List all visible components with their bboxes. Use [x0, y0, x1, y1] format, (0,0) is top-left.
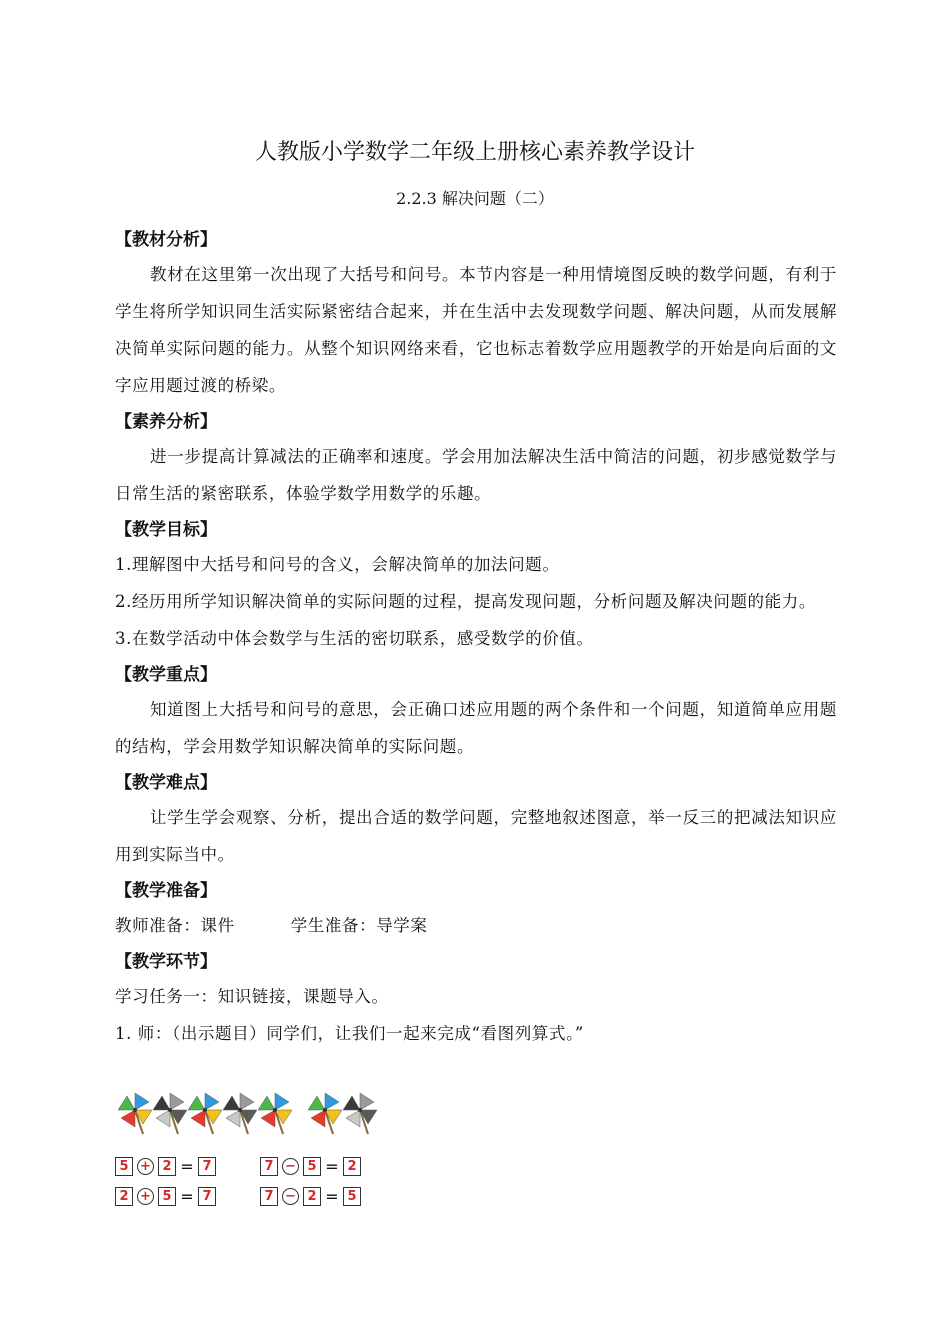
plus-circle-icon: + — [137, 1188, 154, 1205]
prep-student: 学生准备：导学案 — [290, 916, 428, 935]
task-line: 学习任务一：知识链接，课题导入。 — [115, 987, 389, 1006]
prep-teacher: 教师准备：课件 — [115, 916, 235, 935]
equation-row — [115, 1155, 361, 1177]
number-box: 2 — [343, 1157, 361, 1176]
analysis-heading: 【教材分析】 — [115, 230, 217, 250]
number-box: 2 — [115, 1187, 133, 1206]
number-box: 7 — [198, 1157, 216, 1176]
pinwheel-icon — [338, 1090, 382, 1136]
number-box: 2 — [303, 1187, 321, 1206]
analysis-text: 教材在这里第一次出现了大括号和问号。本节内容是一种用情境图反映的数学问题，有利于学生将所学知识同生活实际紧密结合起来，并在生活中去发现数学问题、解决问题，从而发展解决简单实际问题的能力。从整个知识网络来看，它也标志着数学应用题教学的开始是向后面的文字应用题过渡的桥梁。 — [115, 265, 837, 395]
equals-sign: = — [325, 1186, 339, 1206]
difficult-heading: 【教学难点】 — [115, 773, 217, 793]
step-line: 1. 师：（出示题目）同学们，让我们一起来完成“看图列算式。” — [115, 1024, 584, 1043]
number-box: 7 — [260, 1157, 278, 1176]
pinwheel-illustration — [113, 1090, 383, 1136]
pinwheel-icon — [253, 1090, 297, 1136]
process-heading: 【教学环节】 — [115, 952, 217, 972]
number-box: 5 — [158, 1187, 176, 1206]
equation-row — [115, 1185, 361, 1207]
page-subtitle: 2.2.3 解决问题（二） — [396, 189, 554, 208]
literacy-heading: 【素养分析】 — [115, 412, 217, 432]
plus-circle-icon: + — [137, 1158, 154, 1175]
page-title: 人教版小学数学二年级上册核心素养教学设计 — [254, 140, 695, 165]
difficult-text: 让学生学会观察、分析，提出合适的数学问题，完整地叙述图意，举一反三的把减法知识应用到实际当中。 — [115, 808, 837, 864]
key-heading: 【教学重点】 — [115, 665, 217, 685]
minus-circle-icon: − — [282, 1188, 299, 1205]
equals-sign: = — [325, 1156, 339, 1176]
equals-sign: = — [180, 1186, 194, 1206]
key-text: 知道图上大括号和问号的意思，会正确口述应用题的两个条件和一个问题，知道简单应用题的结构，学会用数学知识解决简单的实际问题。 — [115, 700, 837, 756]
equals-sign: = — [180, 1156, 194, 1176]
goal-item: 1.理解图中大括号和问号的含义，会解决简单的加法问题。 — [115, 555, 560, 574]
goal-item: 2.经历用所学知识解决简单的实际问题的过程，提高发现问题，分析问题及解决问题的能力。 — [115, 592, 816, 611]
number-box: 7 — [198, 1187, 216, 1206]
number-box: 5 — [115, 1157, 133, 1176]
goals-heading: 【教学目标】 — [115, 520, 217, 540]
literacy-text: 进一步提高计算减法的正确率和速度。学会用加法解决生活中简洁的问题，初步感觉数学与日常生活的紧密联系，体验学数学用数学的乐趣。 — [115, 447, 837, 503]
prep-heading: 【教学准备】 — [115, 881, 217, 901]
number-box: 5 — [343, 1187, 361, 1206]
goal-item: 3.在数学活动中体会数学与生活的密切联系，感受数学的价值。 — [115, 629, 594, 648]
minus-circle-icon: − — [282, 1158, 299, 1175]
number-box: 7 — [260, 1187, 278, 1206]
document-body — [115, 222, 837, 1052]
number-box: 2 — [158, 1157, 176, 1176]
prep-line — [115, 907, 837, 944]
number-box: 5 — [303, 1157, 321, 1176]
